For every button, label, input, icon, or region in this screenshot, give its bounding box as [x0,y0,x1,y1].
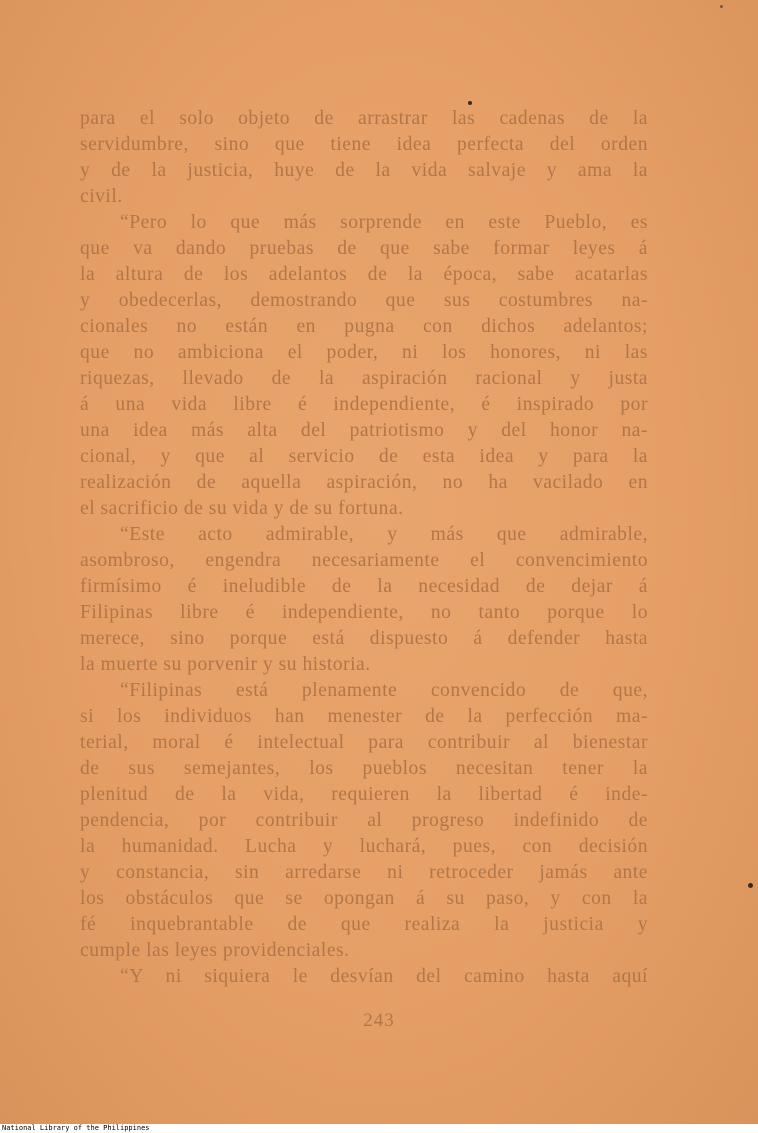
text-line: cumple las leyes providenciales. [80,940,350,961]
library-credit: National Library of the Philippines [2,1124,150,1132]
text-line: si los individuos han menester de la perfección ma- [80,706,648,727]
text-line: los obstáculos que se opongan á su paso, y con la [80,888,648,909]
text-line: plenitud de la vida, requieren la libertad é inde- [80,784,648,805]
text-line: “Este acto admirable, y más que admirable, [120,524,648,545]
text-line: la muerte su porvenir y su historia. [80,654,371,675]
text-line: y constancia, sin arredarse ni retroceder jamás ante [80,862,648,883]
text-line: la humanidad. Lucha y luchará, pues, con decisión [80,836,648,857]
page-number: 243 [363,1010,395,1031]
text-line: firmísimo é ineludible de la necesidad de dejar á [80,576,648,597]
text-line: el sacrificio de su vida y de su fortuna. [80,498,404,519]
text-line: una idea más alta del patriotismo y del honor na- [80,420,648,441]
text-line: fé inquebrantable de que realiza la justicia y [80,914,648,935]
text-line: asombroso, engendra necesariamente el convencimiento [80,550,648,571]
text-line: riquezas, llevado de la aspiración racional y justa [80,368,648,389]
text-line: “Filipinas está plenamente convencido de que, [120,680,648,701]
ink-speck [720,5,723,8]
text-line: civil. [80,186,123,207]
text-line: cionales no están en pugna con dichos adelantos; [80,316,648,337]
text-line: y de la justicia, huye de la vida salvaje y ama la [80,160,648,181]
text-line: “Y ni siquiera le desvían del camino hasta aquí [120,966,648,987]
text-line: “Pero lo que más sorprende en este Pueblo, es [120,212,648,233]
text-line: pendencia, por contribuir al progreso indefinido de [80,810,648,831]
text-line: y obedecerlas, demostrando que sus costumbres na- [80,290,648,311]
ink-speck [748,883,753,888]
text-line: que va dando pruebas de que sabe formar leyes á [80,238,648,259]
text-line: cional, y que al servicio de esta idea y para la [80,446,648,467]
text-line: que no ambiciona el poder, ni los honores, ni las [80,342,648,363]
text-line: realización de aquella aspiración, no ha vacilado en [80,472,648,493]
text-line: servidumbre, sino que tiene idea perfecta del orden [80,134,648,155]
ink-speck [468,101,472,105]
text-line: á una vida libre é independiente, é inspirado por [80,394,648,415]
text-line: de sus semejantes, los pueblos necesitan tener la [80,758,648,779]
text-line: la altura de los adelantos de la época, sabe acatarlas [80,264,648,285]
text-line: terial, moral é intelectual para contribuir al bienestar [80,732,648,753]
body-text [80,106,648,990]
text-line: para el solo objeto de arrastrar las cadenas de la [80,108,648,129]
text-line: Filipinas libre é independiente, no tanto porque lo [80,602,648,623]
text-line: merece, sino porque está dispuesto á defender hasta [80,628,648,649]
